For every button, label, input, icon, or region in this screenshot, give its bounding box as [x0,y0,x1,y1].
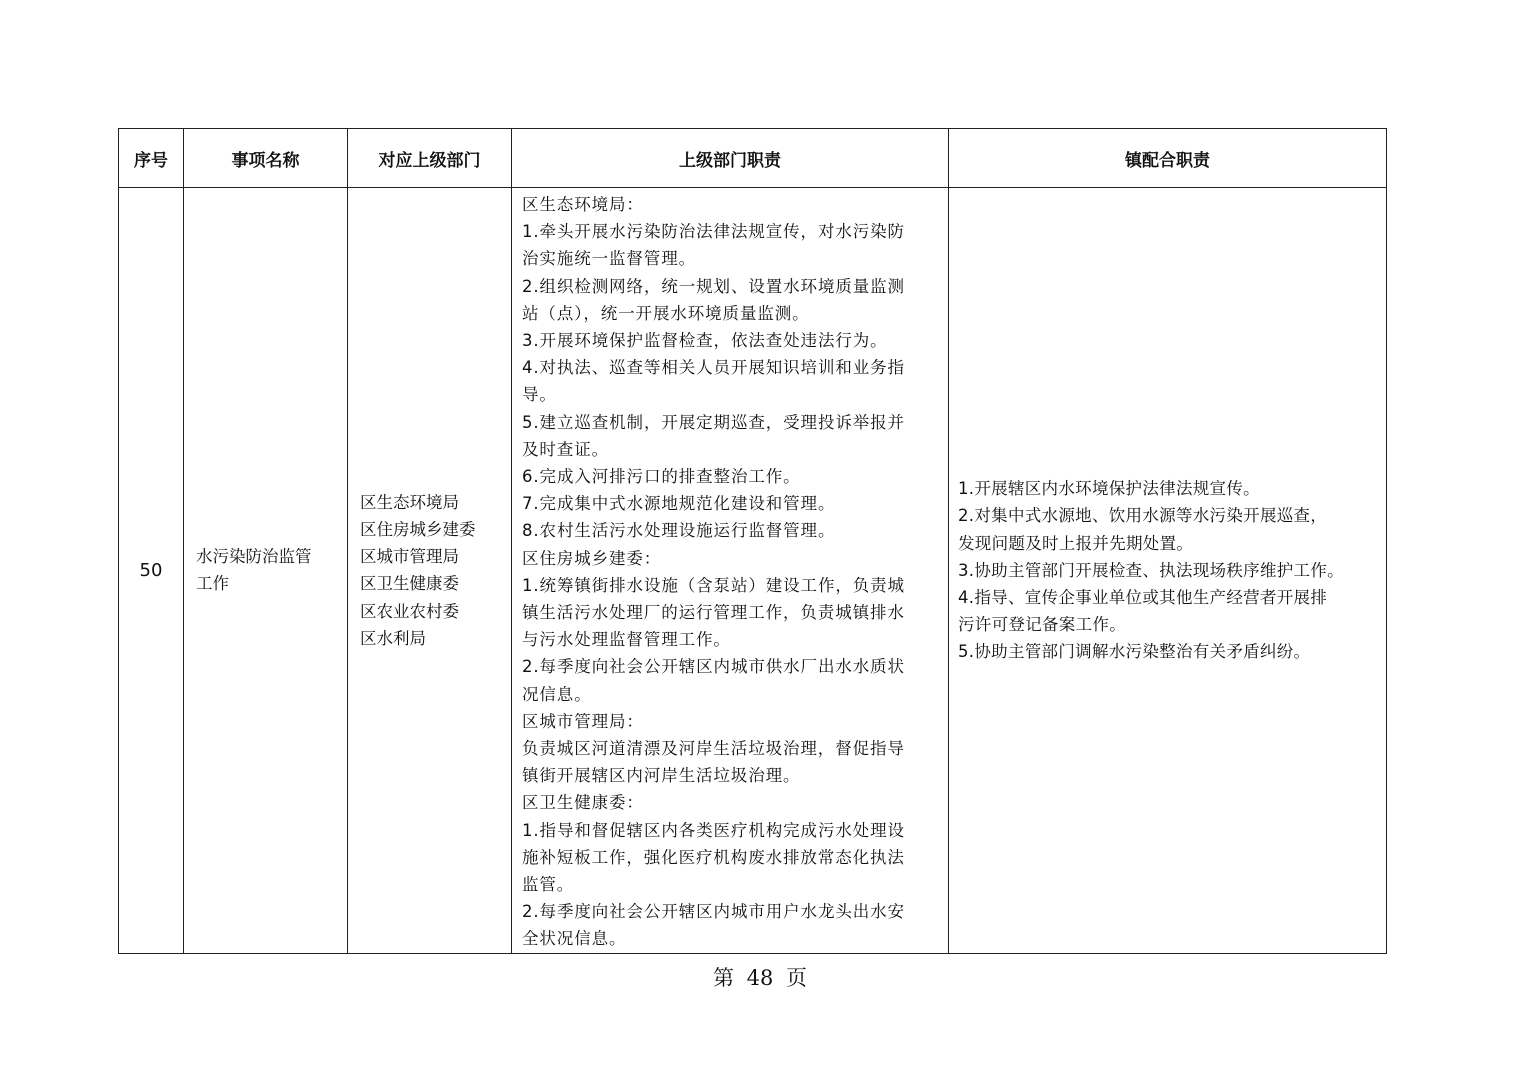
town-duty-line: 4.指导、宣传企事业单位或其他生产经营者开展排 [958,587,1328,607]
item-name-line: 水污染防治监管 [196,547,312,567]
duty-line: 及时查证。 [522,439,609,459]
duty-line: 2.组织检测网络，统一规划、设置水环境质量监测 [522,276,905,296]
table-row [119,188,1387,954]
duty-line: 镇生活污水处理厂的运行管理工作，负责城镇排水 [522,603,905,623]
duty-line: 负责城区河道清漂及河岸生活垃圾治理，督促指导 [522,739,905,759]
duty-line: 区城市管理局： [522,711,644,731]
header-town-duties: 镇配合职责 [949,129,1387,188]
duty-line: 导。 [522,385,557,405]
duty-line: 全状况信息。 [522,929,627,949]
duty-line: 区住房城乡建委： [522,548,662,568]
town-duty-line: 污许可登记备案工作。 [958,615,1126,635]
duty-line: 6.完成入河排污口的排查整治工作。 [522,467,801,487]
header-item-name: 事项名称 [184,129,348,188]
town-duties-cell [949,188,1387,954]
responsibility-table [118,128,1387,954]
town-duty-line: 发现问题及时上报并先期处置。 [958,533,1194,553]
duty-line: 4.对执法、巡查等相关人员开展知识培训和业务指 [522,358,905,378]
table-header [119,129,1387,188]
duty-line: 2.每季度向社会公开辖区内城市用户水龙头出水安 [522,902,905,922]
header-serial-number: 序号 [119,129,184,188]
header-superior-department: 对应上级部门 [348,129,512,188]
duty-line: 1.指导和督促辖区内各类医疗机构完成污水处理设 [522,820,905,840]
duty-line: 区生态环境局： [522,195,644,214]
department-line: 区城市管理局 [360,547,459,567]
superior-duties-cell [512,188,949,954]
duty-line: 1.牵头开展水污染防治法律法规宣传，对水污染防 [522,222,905,242]
duty-line: 况信息。 [522,684,592,704]
department-line: 区住房城乡建委 [360,519,476,539]
header-superior-duties: 上级部门职责 [512,129,949,188]
duty-line: 2.每季度向社会公开辖区内城市供水厂出水水质状 [522,657,905,677]
duty-line: 监管。 [522,875,575,895]
duty-line: 8.农村生活污水处理设施运行监督管理。 [522,521,836,541]
town-duty-line: 3.协助主管部门开展检查、执法现场秩序维护工作。 [958,560,1344,580]
town-duty-line: 5.协助主管部门调解水污染整治有关矛盾纠纷。 [958,642,1311,662]
serial-number-cell: 50 [119,188,184,954]
department-line: 区农业农村委 [360,601,459,621]
item-name-line: 工作 [196,574,229,594]
header-row [119,129,1387,188]
duty-line: 1.统筹镇街排水设施（含泵站）建设工作，负责城 [522,575,905,595]
duty-line: 站（点），统一开展水环境质量监测。 [522,303,810,323]
table-body [119,188,1387,954]
duty-line: 施补短板工作，强化医疗机构废水排放常态化执法 [522,847,905,867]
duty-line: 与污水处理监督管理工作。 [522,630,731,650]
department-line: 区生态环境局 [360,492,459,512]
duty-line: 3.开展环境保护监督检查，依法查处违法行为。 [522,331,888,351]
duty-line: 7.完成集中式水源地规范化建设和管理。 [522,494,836,514]
duty-line: 镇街开展辖区内河岸生活垃圾治理。 [522,766,801,786]
town-duty-line: 1.开展辖区内水环境保护法律法规宣传。 [958,479,1260,499]
duty-line: 5.建立巡查机制，开展定期巡查，受理投诉举报并 [522,412,905,432]
duty-line: 区卫生健康委： [522,793,644,813]
department-cell [348,188,512,954]
duty-line: 治实施统一监督管理。 [522,249,696,269]
town-duty-line: 2.对集中式水源地、饮用水源等水污染开展巡查， [958,506,1328,526]
department-line: 区水利局 [360,628,426,648]
department-line: 区卫生健康委 [360,574,459,594]
page-number: 第 48 页 [712,966,808,990]
item-name-cell [184,188,348,954]
